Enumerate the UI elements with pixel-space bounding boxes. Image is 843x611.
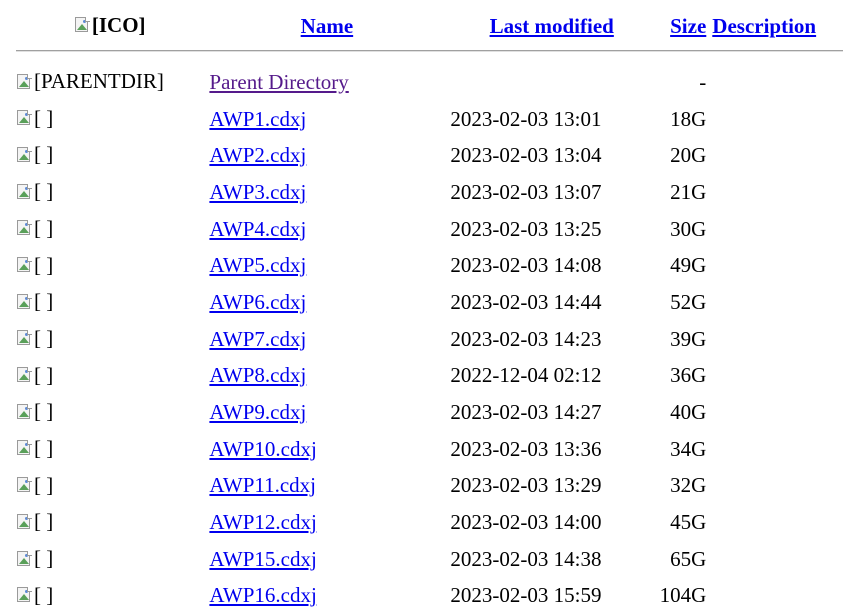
last-modified: 2023-02-03 14:44 [450,289,602,314]
broken-image-icon [16,587,32,603]
file-link[interactable]: AWP1.cdxj [209,106,307,131]
broken-image-icon [16,147,32,163]
last-modified: 2023-02-03 13:07 [450,179,602,204]
last-modified: 2023-02-03 13:04 [450,143,602,168]
broken-image-icon [16,330,32,346]
file-link[interactable]: AWP9.cdxj [209,400,307,425]
file-description [712,468,843,505]
file-link[interactable]: AWP6.cdxj [209,289,307,314]
icon-column-header [16,8,203,44]
file-link[interactable]: AWP2.cdxj [209,143,307,168]
file-icon-alt: [ ] [34,252,54,277]
sort-by-modified-link[interactable]: Last modified [489,13,614,38]
broken-image-icon [16,404,32,420]
file-description [712,321,843,358]
file-size: 36G [670,363,707,388]
last-modified: 2023-02-03 14:00 [450,510,602,535]
file-icon-alt: [ ] [34,472,54,497]
file-description [712,431,843,468]
table-row [16,284,843,321]
sort-by-size-link[interactable]: Size [670,13,707,38]
last-modified: 2022-12-04 02:12 [450,363,602,388]
file-icon-alt: [ ] [34,142,54,167]
broken-image-icon [16,514,32,530]
last-modified: 2023-02-03 14:27 [450,400,602,425]
table-row [16,321,843,358]
table-row [16,578,843,611]
broken-image-icon [16,440,32,456]
broken-image-icon [16,367,32,383]
file-description [712,247,843,284]
file-description [712,504,843,541]
last-modified: 2023-02-03 13:01 [450,106,602,131]
file-size: 32G [670,473,707,498]
file-size: 20G [670,143,707,168]
file-description [712,541,843,578]
broken-image-icon [16,551,32,567]
name-column-header [209,8,444,44]
file-size: 30G [670,216,707,241]
icon-column-alt: [ICO] [91,12,146,37]
broken-image-icon [16,294,32,310]
header-divider [16,50,843,52]
last-modified: 2023-02-03 14:38 [450,546,602,571]
file-link[interactable]: AWP7.cdxj [209,326,307,351]
broken-image-icon [16,74,32,90]
file-icon-alt: [ ] [34,325,54,350]
sort-by-name-link[interactable]: Name [300,13,354,38]
file-icon-alt: [ ] [34,546,54,571]
file-link[interactable]: AWP10.cdxj [209,436,317,461]
file-size: 39G [670,326,707,351]
last-modified: 2023-02-03 13:36 [450,436,602,461]
last-modified: 2023-02-03 13:25 [450,216,602,241]
table-row [16,504,843,541]
sort-by-description-link[interactable]: Description [712,13,817,38]
last-modified: 2023-02-03 14:23 [450,326,602,351]
file-link[interactable]: AWP4.cdxj [209,216,307,241]
table-row [16,174,843,211]
parent-dir-alt: [PARENTDIR] [34,69,164,94]
broken-image-icon [16,257,32,273]
description-column-header [712,8,843,44]
file-size: 49G [670,253,707,278]
parent-size: - [699,69,707,94]
file-rows [16,64,843,611]
file-description [712,137,843,174]
table-row [16,468,843,505]
file-description [712,284,843,321]
file-icon-alt: [ ] [34,399,54,424]
file-icon-alt: [ ] [34,215,54,240]
file-icon-alt: [ ] [34,509,54,534]
file-size: 104G [659,583,707,608]
file-size: 52G [670,289,707,314]
table-row [16,101,843,138]
file-link[interactable]: AWP15.cdxj [209,546,317,571]
file-description [712,358,843,395]
file-link[interactable]: AWP16.cdxj [209,583,317,608]
file-size: 40G [670,400,707,425]
file-description [712,578,843,611]
last-modified: 2023-02-03 15:59 [450,583,602,608]
file-icon-alt: [ ] [34,362,54,387]
file-size: 45G [670,510,707,535]
table-row [16,137,843,174]
broken-image-icon [74,17,90,33]
file-size: 34G [670,436,707,461]
listing-table [10,8,843,611]
file-icon-alt: [ ] [34,179,54,204]
size-column-header [659,8,706,44]
broken-image-icon [16,477,32,493]
table-row [16,541,843,578]
parent-directory-row [16,64,843,101]
file-size: 21G [670,179,707,204]
file-description [712,174,843,211]
table-row [16,358,843,395]
table-row [16,211,843,248]
broken-image-icon [16,184,32,200]
file-icon-alt: [ ] [34,582,54,607]
broken-image-icon [16,110,32,126]
file-icon-alt: [ ] [34,105,54,130]
table-row [16,247,843,284]
header-row [16,8,843,44]
last-modified: 2023-02-03 14:08 [450,253,602,278]
file-link[interactable]: AWP3.cdxj [209,179,307,204]
file-link[interactable]: AWP5.cdxj [209,253,307,278]
file-size: 18G [670,106,707,131]
header-separator-row [16,44,843,64]
modified-column-header [450,8,653,44]
table-row [16,394,843,431]
file-description [712,394,843,431]
parent-directory-link[interactable]: Parent Directory [209,69,349,94]
last-modified: 2023-02-03 13:29 [450,473,602,498]
file-description [712,211,843,248]
file-link[interactable]: AWP12.cdxj [209,510,317,535]
file-size: 65G [670,546,707,571]
table-row [16,431,843,468]
file-description [712,101,843,138]
file-link[interactable]: AWP11.cdxj [209,473,317,498]
file-link[interactable]: AWP8.cdxj [209,363,307,388]
file-icon-alt: [ ] [34,435,54,460]
broken-image-icon [16,220,32,236]
directory-listing [10,8,843,611]
file-icon-alt: [ ] [34,289,54,314]
